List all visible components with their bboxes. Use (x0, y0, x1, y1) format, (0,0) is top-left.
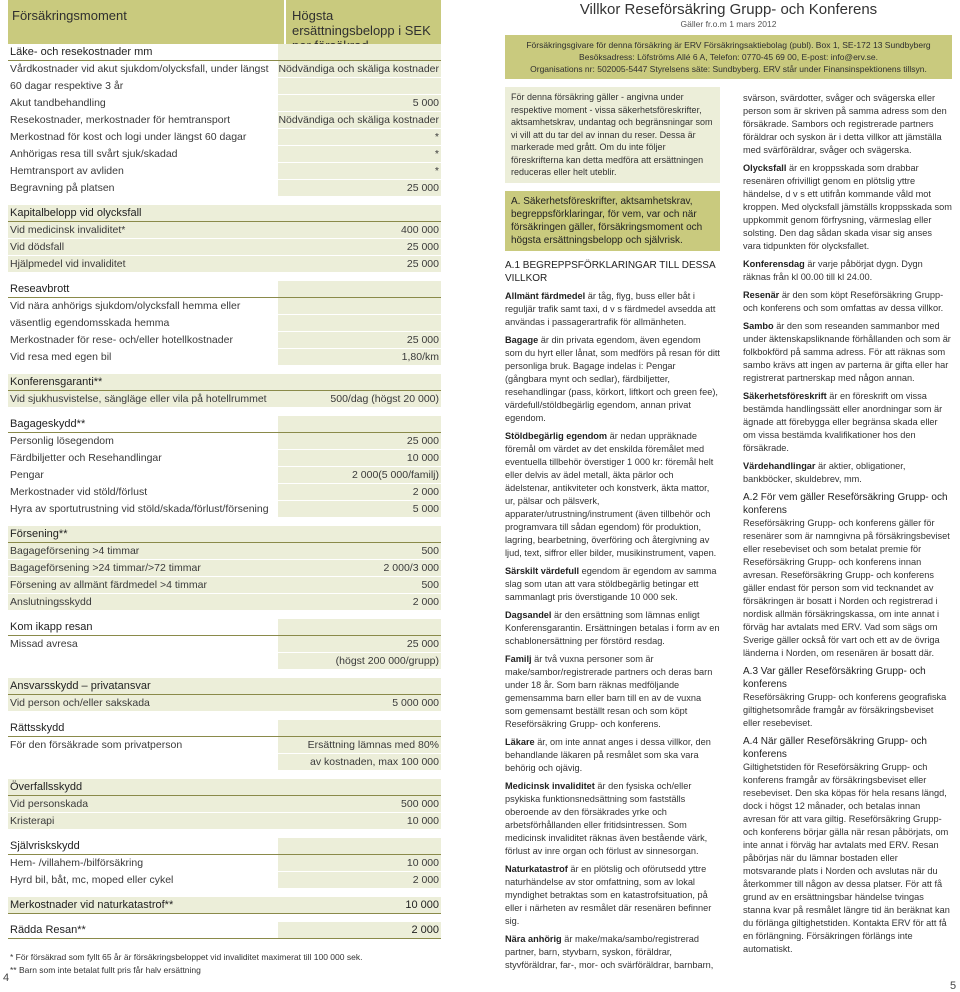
row-value: 25 000 (406, 241, 439, 253)
table-row (8, 577, 441, 594)
row-value: 25 000 (406, 638, 439, 650)
row-label: Kom ikapp resan (10, 621, 93, 633)
coverage-table (8, 0, 441, 977)
row-value: * (434, 131, 439, 143)
row-label: Kristerapi (10, 815, 55, 827)
footnotes (8, 951, 441, 977)
section-gap (8, 670, 441, 678)
table-row (8, 146, 441, 163)
term-paragraph (743, 460, 952, 486)
table-row (8, 636, 441, 653)
row-value: 2 000(5 000/familj) (352, 469, 439, 481)
terms-page (505, 0, 952, 970)
term-text: är en plötslig och oförutsedd yttre naturhändelse av stor omfattning, som av lokal myndighet betraktas som en katastrofsituation, på eller i närheten av resmålet där resenären befinner sig. (505, 863, 712, 926)
terms-column-2 (743, 87, 952, 956)
row-value: 5 000 (412, 503, 439, 515)
term-text: Reseförsäkring Grupp- och konferens gäller för resenärer som är namngivna på försäkringsbeviset eller resebeviset och som betalat premie för Reseförsäkring Grupp- och konferens innan avresan. Reseförsäkring Grupp- och konferens gäller endast för person som vid tecknandet av försäkringen är bosatt i Norden och registrerad i nordisk allmän försäkringskassa, om inte annat i förväg har avtalats med ERV. Vad som sägs om Sverige gäller också för vart och ett av de övriga länderna i Norden, om resenären är bosatt där. (743, 518, 950, 658)
row-label: Självriskskydd (10, 840, 80, 852)
row-value: (högst 200 000/grupp) (335, 655, 439, 667)
term-text: egendom är egendom av samma slag som utan att vara stöldbegärlig betingar ett sammanlagt pris överstigande 10 000 sek. (505, 565, 717, 602)
table-row (8, 112, 441, 129)
row-value: * (434, 148, 439, 160)
term-paragraph (505, 863, 720, 928)
section-title-row (8, 897, 441, 914)
term-text: är nedan uppräknade föremål om värdet av det enskilda föremålet med eventuella tillbehör överstiger 1 000 kr: föremål helt eller delvis av ädel metall, äkta pärlor och ädelstenar, antikviteter och konstverk, äkta mattor, ur, pälsar och pälsverk, apparater/utrustning/instrument (även tillbehör och programvara till sådan egendom) för produktion, lagring, bearbetning, överföring och återgivning av ljud, text, siffror eller bilder, musikinstrument, vapen. (505, 430, 717, 558)
row-value: av kostnaden, max 100 000 (309, 756, 439, 768)
table-section (8, 44, 441, 197)
term-paragraph (505, 334, 720, 425)
row-label: Läke- och resekostnader mm (10, 46, 153, 58)
term-text: svärson, svärdotter, svåger och svägerska eller person som är skriven på samma adress som den försäkrade. Sambors och registrerade partners föräldrar och syskon är i detta villkor att jämställa med svärföräldrar, svåger och svägerska. (743, 93, 947, 155)
section-title-row (8, 205, 441, 222)
row-label: Bagageskydd** (10, 418, 86, 430)
term-word: Konferensdag (743, 259, 805, 269)
safety-note: För denna försäkring gäller - angivna under respektive moment - vissa säkerhetsföreskrifter, aktsamhetskrav, undantag och begränsningar som vi vill att du tar del av innan du reser. Dessa är markerade med grått. Om du inte följer föreskrifterna kan detta medföra att ersättningen reduceras eller helt uteblir. (505, 87, 720, 183)
row-value: 2 000 (412, 486, 439, 498)
row-value: 500 (421, 545, 439, 557)
table-row (8, 560, 441, 577)
header-amount: Högsta ersättningsbelopp i SEK (284, 0, 441, 44)
term-paragraph (505, 780, 720, 858)
row-label: Personlig lösegendom (10, 435, 114, 447)
section-gap (8, 939, 441, 947)
term-word: Stöldbegärlig egendom (505, 430, 608, 441)
section-title-row (8, 779, 441, 796)
table-row (8, 391, 441, 408)
table-header (8, 0, 441, 44)
table-row (8, 256, 441, 273)
row-label: Överfallsskydd (10, 781, 83, 793)
row-value: 25 000 (406, 182, 439, 194)
term-word: Särskilt värdefull (505, 565, 580, 576)
term-text: Giltighetstiden för Reseförsäkring Grupp- och konferens framgår av försäkringsbeviset eller resebeviset. Den ska köpas för hela resans längd, dock i högst 12 månader, och betalas innan avresan för att vara giltig. Reseförsäkring Grupp- och konferens börjar gälla när resan påbörjats, om inte annat i förväg har avtalats med ERV. Resan påbörjas när du lämnar bostaden eller motsvarande plats i Norden och avslutas när du återkommer till någon av dessa platser. För att få grund av en ersättningsbar händelse tvingas stanna kvar på resmålet längre tid än beräknat kan du förlänga giltighetstiden. Kontakta ERV för att få en förlängning. Försäkringen förlängs inte automatiskt. (743, 762, 950, 954)
row-value: 25 000 (406, 435, 439, 447)
section-gap (8, 914, 441, 922)
row-label: Färdbiljetter och Resehandlingar (10, 452, 162, 464)
term-text: är den som reseanden sammanbor med under äktenskapsliknande förhållanden och som är folkbokförd på samma adress. För att räknas som sambo krävs att ingen av parterna är gifta eller har registrerat partnerskap med någon annan. (743, 321, 951, 383)
section-title-row (8, 374, 441, 391)
row-value: 2 000 (412, 874, 439, 886)
term-paragraph (743, 320, 952, 385)
header-moment: Försäkringsmoment (12, 8, 127, 23)
section-title-row (8, 678, 441, 695)
term-text: är, om inte annat anges i dessa villkor, den behandlande läkaren på resmålet som ska vara behörig och ojävig. (505, 736, 711, 773)
section-title-row (8, 922, 441, 939)
row-label: Hemtransport av avliden (10, 165, 124, 177)
section-title-row (8, 44, 441, 61)
table-row (8, 239, 441, 256)
row-label: Vid medicinsk invaliditet* (10, 224, 126, 236)
term-paragraph (743, 665, 952, 730)
section-gap (8, 830, 441, 838)
row-label: Bagageförsening >4 timmar (10, 545, 140, 557)
column-1-body (505, 290, 720, 972)
row-label: För den försäkrade som privatperson (10, 739, 183, 751)
table-row (8, 484, 441, 501)
table-row (8, 78, 441, 95)
term-paragraph (743, 258, 952, 284)
term-text: är aktier, obligationer, bankböcker, skuldebrev, mm. (743, 461, 906, 484)
term-text: är den fysiska och/eller psykiska funktionsnedsättning som fastställs oberoende av den försäkrades yrke och arbetsförhållanden eller fritidsintressen. Som medicinsk invaliditet räknas även bestående värk, förlust av inre organ och förlust av sinnesorgan. (505, 780, 708, 856)
table-row (8, 695, 441, 712)
row-value: 10 000 (406, 452, 439, 464)
table-row (8, 855, 441, 872)
term-paragraph (505, 653, 720, 731)
insurer-line-1: Försäkringsgivare för denna försäkring är ERV Försäkringsaktiebolag (publ). Box 1, SE-172 13 Sundbyberg (526, 40, 931, 50)
row-value: 500/dag (högst 20 000) (330, 393, 439, 405)
term-paragraph (743, 162, 952, 253)
section-a1-heading: A.1 BEGREPPSFÖRKLARINGAR TILL DESSA VILLKOR (505, 259, 716, 284)
term-word: Naturkatastrof (505, 863, 568, 874)
table-row (8, 222, 441, 239)
insurer-line-2: Besöksadress: Löfströms Allé 6 A, Telefon: 0770-45 69 00, E-post: info@erv.se. (579, 52, 878, 62)
row-label: Hyrd bil, båt, mc, moped eller cykel (10, 874, 174, 886)
table-body (8, 44, 441, 947)
row-label: Merkostnader för rese- och/eller hotellkostnader (10, 334, 233, 346)
row-label: Vid person och/eller sakskada (10, 697, 150, 709)
term-word: Nära anhörig (505, 933, 562, 944)
row-label: Kapitalbelopp vid olycksfall (10, 207, 142, 219)
section-title-row (8, 720, 441, 737)
row-label: Vårdkostnader vid akut sjukdom/olycksfall, under längst (10, 63, 269, 75)
section-title-row (8, 281, 441, 298)
row-label: Ansvarsskydd – privatansvar (10, 680, 151, 692)
row-value: 2 000 (411, 924, 439, 936)
section-title-row (8, 838, 441, 855)
row-label: Vid sjukhusvistelse, sängläge eller vila på hotellrummet (10, 393, 267, 405)
table-section (8, 205, 441, 273)
row-label: Pengar (10, 469, 44, 481)
page-number-right: 5 (950, 980, 957, 992)
term-paragraph (505, 565, 720, 604)
table-row (8, 872, 441, 889)
term-text: är två vuxna personer som är make/sambor/registrerade partners och deras barn under 18 år. Som barn räknas medföljande gemensamma barn eller barn till en av de vuxna som gemensamt beställt resan och som köpt Reseförsäkring Grupp- och konferens. (505, 653, 713, 729)
row-value: 500 000 (401, 798, 439, 810)
term-paragraph (505, 430, 720, 560)
row-value: Nödvändiga och skäliga kostnader (278, 114, 439, 126)
table-row (8, 594, 441, 611)
row-label: Begravning på platsen (10, 182, 115, 194)
term-text: är din privata egendom, även egendom som du hyrt eller lånat, som medförs på resan för ditt personliga bruk. Bagage indelas i: Pengar (gångbara mynt och sedlar), färdbiljetter, resehandlingar (pass, körkort, liftkort och green fee), värdefull/stöldbegärlig egendom, annan privat egendom. (505, 334, 720, 423)
term-word: Familj (505, 653, 532, 664)
row-label: Hyra av sportutrustning vid stöld/skada/förlust/försening (10, 503, 269, 515)
table-row (8, 450, 441, 467)
row-value: 5 000 (412, 97, 439, 109)
table-section (8, 838, 441, 889)
row-value: * (434, 165, 439, 177)
section-gap (8, 518, 441, 526)
row-label: Försening** (10, 528, 68, 540)
term-word: Sambo (743, 321, 774, 331)
table-section (8, 374, 441, 408)
table-section (8, 416, 441, 518)
row-label: Rädda Resan** (10, 924, 86, 936)
table-section (8, 897, 441, 914)
row-label: Reseavbrott (10, 283, 70, 295)
row-label: Vid resa med egen bil (10, 351, 112, 363)
footnote-1: * För försäkrad som fyllt 65 år är försäkringsbeloppet vid invaliditet maximerat till 100 000 sek. (10, 952, 363, 962)
row-value: 2 000/3 000 (383, 562, 439, 574)
table-row (8, 332, 441, 349)
footnote-2: ** Barn som inte betalat fullt pris får halv ersättning (10, 965, 201, 975)
term-word: Olycksfall (743, 163, 787, 173)
row-label: Hjälpmedel vid invaliditet (10, 258, 126, 270)
section-title-row (8, 619, 441, 636)
term-text: är en föreskrift om vissa bestämda handlingssätt eller anordningar som är ägnade att förebygga eller begränsa skada eller om vissa bestämda kvalifikationer hos den försäkrade. (743, 391, 943, 453)
row-label: Vid nära anhörigs sjukdom/olycksfall hemma eller (10, 300, 241, 312)
row-label: Rättsskydd (10, 722, 65, 734)
table-row (8, 61, 441, 78)
term-paragraph (505, 736, 720, 775)
term-text: Reseförsäkring Grupp- och konferens geografiska giltighetsområde framgår av försäkringsbeviset eller resebeviset. (743, 692, 947, 728)
row-label: Merkostnader vid naturkatastrof** (10, 899, 174, 911)
section-gap (8, 366, 441, 374)
table-section (8, 779, 441, 830)
table-section (8, 526, 441, 611)
term-word: Värdehandlingar (743, 461, 816, 471)
section-gap (8, 889, 441, 897)
row-label: Konferensgaranti** (10, 376, 103, 388)
table-row (8, 315, 441, 332)
row-value: 2 000 (412, 596, 439, 608)
row-label: Anslutningsskydd (10, 596, 92, 608)
row-value: 5 000 000 (392, 697, 439, 709)
table-row (8, 433, 441, 450)
table-row (8, 754, 441, 771)
row-label: Vid dödsfall (10, 241, 65, 253)
column-2-body (743, 92, 952, 956)
table-row (8, 813, 441, 830)
row-label: Bagageförsening >24 timmar/>72 timmar (10, 562, 201, 574)
page-subtitle: Gäller fr.o.m 1 mars 2012 (680, 19, 777, 29)
table-row (8, 467, 441, 484)
table-section (8, 922, 441, 939)
insurer-info (505, 35, 952, 79)
row-value: 10 000 (406, 857, 439, 869)
row-label: Vid personskada (10, 798, 89, 810)
section-title-row (8, 526, 441, 543)
term-paragraph (505, 933, 720, 972)
insurer-line-3: Organisations nr: 502005-5447 Styrelsens säte: Sundbyberg. ERV står under Finansinspektionens tillsyn. (530, 64, 927, 74)
table-row (8, 653, 441, 670)
row-label: Merkostnad för kost och logi under längst 60 dagar (10, 131, 247, 143)
row-value: 400 000 (401, 224, 439, 236)
section-a-box: A. Säkerhetsföreskrifter, aktsamhetskrav, begreppsförklaringar, för vem, var och när försäkringen gäller, försäkringsmoment och högsta ersättningsbelopp och självrisk. (505, 191, 720, 251)
section-gap (8, 408, 441, 416)
term-paragraph (505, 609, 720, 648)
row-label: väsentlig egendomsskada hemma (10, 317, 170, 329)
term-word: Läkare (505, 736, 535, 747)
term-word: Resenär (743, 290, 780, 300)
table-section (8, 678, 441, 712)
row-label: 60 dagar respektive 3 år (10, 80, 124, 92)
table-row (8, 163, 441, 180)
term-paragraph (743, 92, 952, 157)
row-label: Försening av allmänt färdmedel >4 timmar (10, 579, 207, 591)
table-row (8, 796, 441, 813)
page-number-left: 4 (3, 972, 10, 984)
section-gap (8, 712, 441, 720)
row-label: Hem- /villahem-/bilförsäkring (10, 857, 144, 869)
term-paragraph (743, 491, 952, 660)
row-value: 25 000 (406, 258, 439, 270)
row-label: Merkostnader vid stöld/förlust (10, 486, 148, 498)
row-value: 25 000 (406, 334, 439, 346)
term-paragraph (743, 390, 952, 455)
row-value: 500 (421, 579, 439, 591)
term-word: Allmänt färdmedel (505, 290, 586, 301)
row-value: 1,80/km (401, 351, 439, 363)
section-gap (8, 197, 441, 205)
section-gap (8, 771, 441, 779)
table-row (8, 298, 441, 315)
table-row (8, 501, 441, 518)
table-section (8, 619, 441, 670)
row-value: Nödvändiga och skäliga kostnader (278, 63, 439, 75)
row-label: Resekostnader, merkostnader för hemtransport (10, 114, 231, 126)
term-word: Medicinsk invaliditet (505, 780, 595, 791)
term-word: Dagsandel (505, 609, 552, 620)
term-paragraph (743, 735, 952, 956)
terms-column-1 (505, 87, 720, 972)
term-heading: A.4 När gäller Reseförsäkring Grupp- och konferens (743, 736, 927, 760)
table-section (8, 281, 441, 366)
term-heading: A.2 För vem gäller Reseförsäkring Grupp- och konferens (743, 492, 948, 516)
table-section (8, 720, 441, 771)
table-row (8, 129, 441, 146)
table-row (8, 180, 441, 197)
section-gap (8, 273, 441, 281)
row-label: Akut tandbehandling (10, 97, 106, 109)
term-text: är den ersättning som lämnas enligt Konferensgarantin. Ersättningen betalas i form av en schablonersättning per förstörd resdag. (505, 609, 720, 646)
term-text: är en kroppsskada som drabbar resenären ofrivilligt genom en plötslig yttre händelse, d v s ett utifrån kommande våld mot kroppen. Med olycksfall jämställs kroppsskada som uppkommit genom förfrysning, värmeslag eller solsting. Den dag sådan skada visar sig anses vara tidpunkten för olycksfallet. (743, 163, 952, 251)
term-word: Bagage (505, 334, 539, 345)
term-heading: A.3 Var gäller Reseförsäkring Grupp- och konferens (743, 666, 926, 690)
term-word: Säkerhetsföreskrift (743, 391, 827, 401)
table-row (8, 349, 441, 366)
row-label: Missad avresa (10, 638, 78, 650)
term-text: är varje påbörjat dygn. Dygn räknas från kl 00.00 till kl 24.00. (743, 259, 923, 282)
section-gap (8, 611, 441, 619)
row-label: Anhörigas resa till svårt sjuk/skadad (10, 148, 178, 160)
row-value: 10 000 (405, 899, 439, 911)
term-text: är den som köpt Reseförsäkring Grupp- och konferens och som omfattas av dessa villkor. (743, 290, 944, 313)
table-row (8, 543, 441, 560)
term-paragraph (505, 290, 720, 329)
term-text: är tåg, flyg, buss eller båt i reguljär trafik samt taxi, d v s färdmedel avsedda att användas i passagerartrafik för allmänheten. (505, 290, 716, 327)
table-row (8, 737, 441, 754)
section-title-row (8, 416, 441, 433)
row-value: Ersättning lämnas med 80% (307, 739, 439, 751)
table-row (8, 95, 441, 112)
term-text: är make/maka/sambo/registrerad partner, barn, styvbarn, syskon, föräldrar, styvföräldrar, far-, mor- och svärföräldrar, barnbarn, (505, 933, 714, 970)
row-value: 10 000 (406, 815, 439, 827)
term-paragraph (743, 289, 952, 315)
page-title: Villkor Reseförsäkring Grupp- och Konferens (579, 1, 878, 18)
